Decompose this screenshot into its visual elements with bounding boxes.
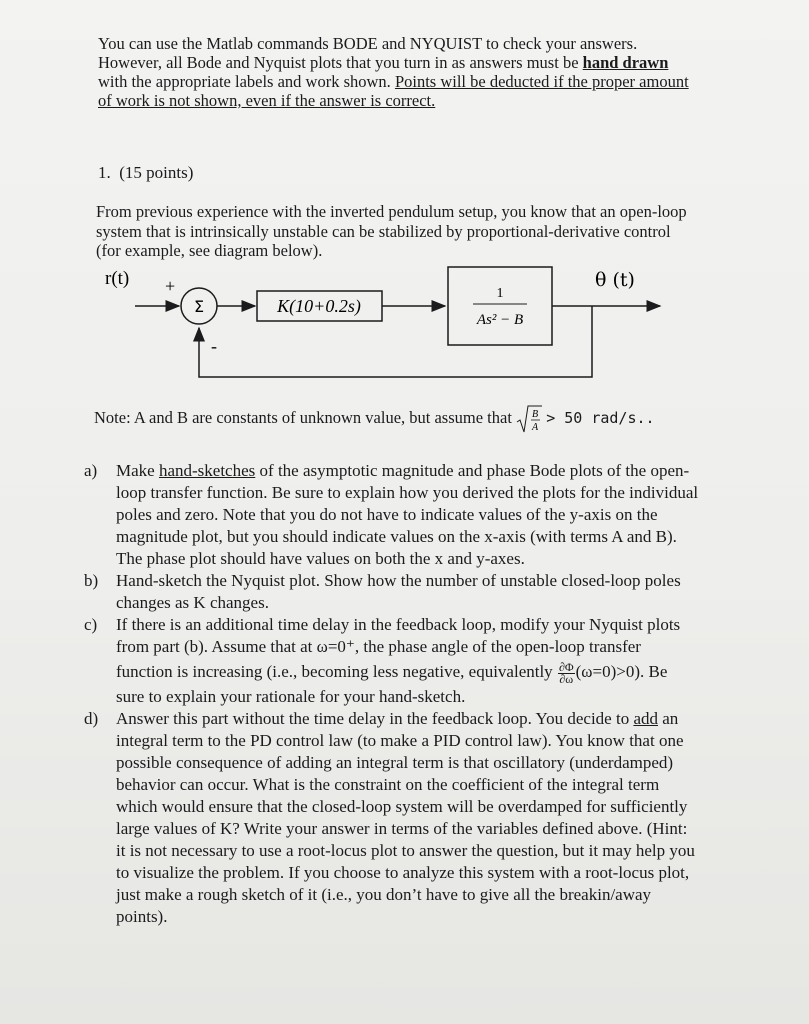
input-label: r(t) xyxy=(105,268,130,289)
part-line: which would ensure that the closed-loop system will be overdamped for sufficiently xyxy=(116,797,688,816)
sum-symbol: Σ xyxy=(193,297,205,316)
emphasis-hand-drawn: hand drawn xyxy=(582,53,669,72)
part-b xyxy=(84,570,754,614)
part-text: Make xyxy=(116,461,159,480)
instruction-text: with the appropriate labels and work shown. xyxy=(98,72,395,91)
part-line: points). xyxy=(116,907,168,926)
part-c xyxy=(84,614,754,708)
deduction-warning: of work is not shown, even if the answer is correct. xyxy=(98,91,436,110)
instruction-line xyxy=(98,53,738,72)
output-label: θ (t) xyxy=(595,269,635,291)
paragraph-line: system that is intrinsically unstable can be stabilized by proportional-derivative control xyxy=(96,221,671,241)
part-line: Hand-sketch the Nyquist plot. Show how the number of unstable closed-loop poles xyxy=(116,571,681,590)
note-prefix: Note: A and B are constants of unknown value, but assume that xyxy=(94,407,517,427)
part-line: changes as K changes. xyxy=(116,593,269,612)
instruction-line xyxy=(98,72,738,91)
part-line xyxy=(116,708,754,730)
part-line: integral term to the PD control law (to make a PID control law). You know that one xyxy=(116,731,684,750)
question-parts xyxy=(84,460,754,928)
block-diagram xyxy=(95,262,695,387)
paragraph-line: From previous experience with the inverted pendulum setup, you know that an open-loop xyxy=(96,202,687,221)
sqrt-expression xyxy=(516,404,542,434)
sqrt-numerator: B xyxy=(532,409,539,420)
part-line: The phase plot should have values on both the x and y-axes. xyxy=(116,549,525,568)
part-text: (ω=0)>0). Be xyxy=(575,662,668,681)
plant-block xyxy=(448,267,552,345)
sqrt-denominator: A xyxy=(532,422,539,433)
instruction-text: However, all Bode and Nyquist plots that you turn in as answers must be xyxy=(98,53,583,72)
part-text: an xyxy=(658,709,679,728)
part-label: a) xyxy=(84,461,98,480)
part-line: just make a rough sketch of it (i.e., you don’t have to give all the breakin/away xyxy=(116,885,652,904)
derivative-denominator: ∂ω xyxy=(559,671,574,686)
underlined-term: add xyxy=(633,709,658,728)
underlined-term: hand-sketches xyxy=(158,461,256,480)
part-line: sure to explain your rationale for your hand-sketch. xyxy=(116,687,466,706)
question-intro xyxy=(96,202,736,261)
part-label: d) xyxy=(84,709,99,728)
part-line: from part (b). Assume that at ω=0⁺, the phase angle of the open-loop transfer xyxy=(116,637,641,656)
sqrt-sign xyxy=(516,404,542,434)
part-line: If there is an additional time delay in the feedback loop, modify your Nyquist plots xyxy=(116,615,681,634)
part-text: Answer this part without the time delay in the feedback loop. You decide to xyxy=(116,709,634,728)
part-line: magnitude plot, but you should indicate values on the x-axis (with terms A and B). xyxy=(116,527,677,546)
part-line xyxy=(116,460,754,482)
part-line: to visualize the problem. If you choose to analyze this system with a root-locus plot, xyxy=(116,863,690,882)
instruction-line: You can use the Matlab commands BODE and NYQUIST to check your answers. xyxy=(98,34,638,53)
plus-sign: + xyxy=(165,276,176,296)
question-points: (15 points) xyxy=(119,163,194,182)
part-line: possible consequence of adding an integral term is that oscillatory (underdamped) xyxy=(116,753,674,772)
part-text: of the asymptotic magnitude and phase Bode plots of the open- xyxy=(255,461,690,480)
plant-denominator: As² − B xyxy=(476,312,524,328)
part-line: behavior can occur. What is the constraint on the coefficient of the integral term xyxy=(116,775,660,794)
question-number: 1. xyxy=(98,163,111,182)
instructions-block xyxy=(98,34,738,110)
part-text: function is increasing (i.e., becoming less negative, equivalently xyxy=(116,662,557,681)
derivative-numerator: ∂Φ xyxy=(558,659,574,674)
part-line: poles and zero. Note that you do not have to indicate values of the y-axis on the xyxy=(116,505,658,524)
minus-sign: - xyxy=(211,336,217,356)
part-line: loop transfer function. Be sure to explain how you derived the plots for the individual xyxy=(116,483,699,502)
part-line: large values of K? Write your answer in terms of the variables defined above. (Hint: xyxy=(116,819,688,838)
controller-transfer-function: K(10+0.2s) xyxy=(277,296,361,316)
deduction-warning: Points will be deducted if the proper amount xyxy=(394,72,689,91)
question-heading xyxy=(98,163,193,183)
part-label: b) xyxy=(84,571,99,590)
part-d xyxy=(84,708,754,928)
feedback-path xyxy=(199,306,592,377)
part-label: c) xyxy=(84,615,98,634)
note-value: > 50 rad/s.. xyxy=(546,408,655,427)
plant-numerator: 1 xyxy=(496,286,504,301)
note-line xyxy=(94,404,655,434)
part-a xyxy=(84,460,754,570)
paragraph-line: (for example, see diagram below). xyxy=(96,241,323,260)
partial-derivative xyxy=(558,659,575,686)
part-line: it is not necessary to use a root-locus plot to answer the question, but it may help you xyxy=(116,841,695,860)
part-line xyxy=(116,658,754,686)
